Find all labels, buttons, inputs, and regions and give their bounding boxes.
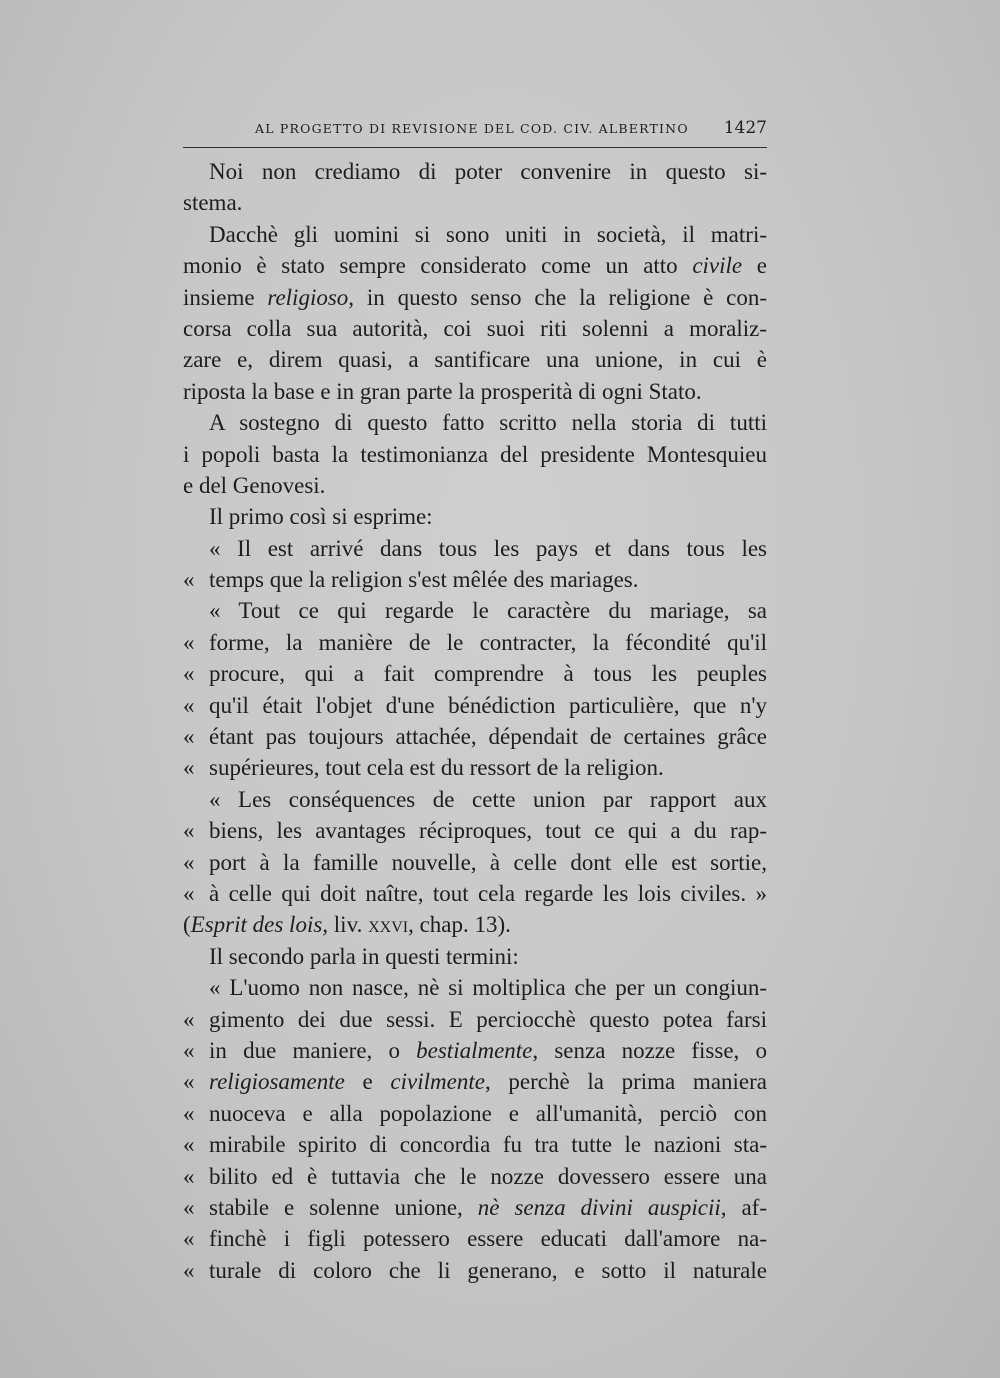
quote-mark: « [183, 849, 195, 875]
text-line: « à celle qui doit naître, tout cela regarde les lois civiles. » [183, 878, 767, 909]
text-line: e del Genovesi. [183, 472, 326, 498]
text-line: « temps que la religion s'est mêlée des mariages. [183, 564, 767, 595]
text-line: corsa colla sua autorità, coi suoi riti solenni a moraliz- [183, 315, 767, 341]
quote-mark: « [183, 880, 195, 906]
text-line: « Il est arrivé dans tous les pays et dans tous les [209, 535, 767, 561]
text-line: « finchè i figli potessero essere educati dall'amore na- [183, 1223, 767, 1254]
quote-mark: « [183, 567, 195, 593]
quote-mark: « [183, 1037, 195, 1063]
text-line: « forme, la manière de le contracter, la fécondité qu'il [183, 627, 767, 658]
text-line: « procure, qui a fait comprendre à tous les peuples [183, 658, 767, 689]
text-line: A sostegno di questo fatto scritto nella storia di tutti [209, 410, 767, 436]
text-line: « étant pas toujours attachée, dépendait de certaines grâce [183, 721, 767, 752]
text-line: Noi non crediamo di poter convenire in questo si- [209, 159, 767, 184]
text-line: Il secondo parla in questi termini: [209, 943, 519, 969]
text-line: « Tout ce qui regarde le caractère du mariage, sa [209, 598, 767, 624]
quote-mark: « [183, 1257, 195, 1283]
text-line: « in due maniere, o bestialmente, senza nozze fisse, o [183, 1035, 767, 1066]
quote-mark: « [183, 1194, 195, 1220]
text-line: « nuoceva e alla popolazione e all'umanità, perciò con [183, 1098, 767, 1129]
quote-mark: « [183, 818, 195, 844]
page-header [255, 118, 767, 138]
body-text [183, 156, 767, 1286]
quote-mark: « [183, 1006, 195, 1032]
text-line: « biens, les avantages réciproques, tout ce qui a du rap- [183, 815, 767, 846]
page-number: 1427 [723, 118, 767, 138]
text-line: stema. [183, 190, 243, 216]
text-line: riposta la base e in gran parte la prosperità di ogni Stato. [183, 378, 702, 404]
quote-mark: « [183, 661, 195, 687]
text-line: « gimento dei due sessi. E perciocchè questo potea farsi [183, 1004, 767, 1035]
text-line: Dacchè gli uomini si sono uniti in società, il matri- [209, 221, 767, 247]
text-line: monio è stato sempre considerato come un atto civile e [183, 253, 767, 279]
text-line: « qu'il était l'objet d'une bénédiction particulière, que n'y [183, 690, 767, 721]
text-line: « turale di coloro che li generano, e sotto il naturale [183, 1255, 767, 1286]
text-line: zare e, direm quasi, a santificare una unione, in cui è [183, 347, 767, 373]
quote-mark: « [183, 1226, 195, 1252]
quote-mark: « [183, 692, 195, 718]
text-line: « stabile e solenne unione, nè senza divini auspicii, af- [183, 1192, 767, 1223]
text-line: Il primo così si esprime: [209, 504, 433, 530]
running-head: AL PROGETTO DI REVISIONE DEL COD. CIV. ALBERTINO [255, 121, 689, 136]
text-line: « bilito ed è tuttavia che le nozze dovessero essere una [183, 1161, 767, 1192]
header-rule [183, 147, 767, 148]
text-line: « port à la famille nouvelle, à celle dont elle est sortie, [183, 847, 767, 878]
text-line: « L'uomo non nasce, nè si moltiplica che per un congiun- [209, 975, 767, 1001]
quote-mark: « [183, 755, 195, 781]
text-line: « religiosamente e civilmente, perchè la prima maniera [183, 1066, 767, 1097]
text-line: « Les conséquences de cette union par rapport aux [209, 786, 767, 812]
quote-mark: « [183, 1163, 195, 1189]
text-line: « mirabile spirito di concordia fu tra tutte le nazioni sta- [183, 1129, 767, 1160]
text-line: (Esprit des lois, liv. xxvi, chap. 13). [183, 912, 511, 938]
quote-mark: « [183, 1132, 195, 1158]
text-line: « supérieures, tout cela est du ressort de la religion. [183, 752, 767, 783]
quote-mark: « [183, 724, 195, 750]
text-line: insieme religioso, in questo senso che la religione è con- [183, 284, 767, 310]
text-line: i popoli basta la testimonianza del presidente Montesquieu [183, 441, 767, 467]
quote-mark: « [183, 1100, 195, 1126]
quote-mark: « [183, 629, 195, 655]
quote-mark: « [183, 1069, 195, 1095]
